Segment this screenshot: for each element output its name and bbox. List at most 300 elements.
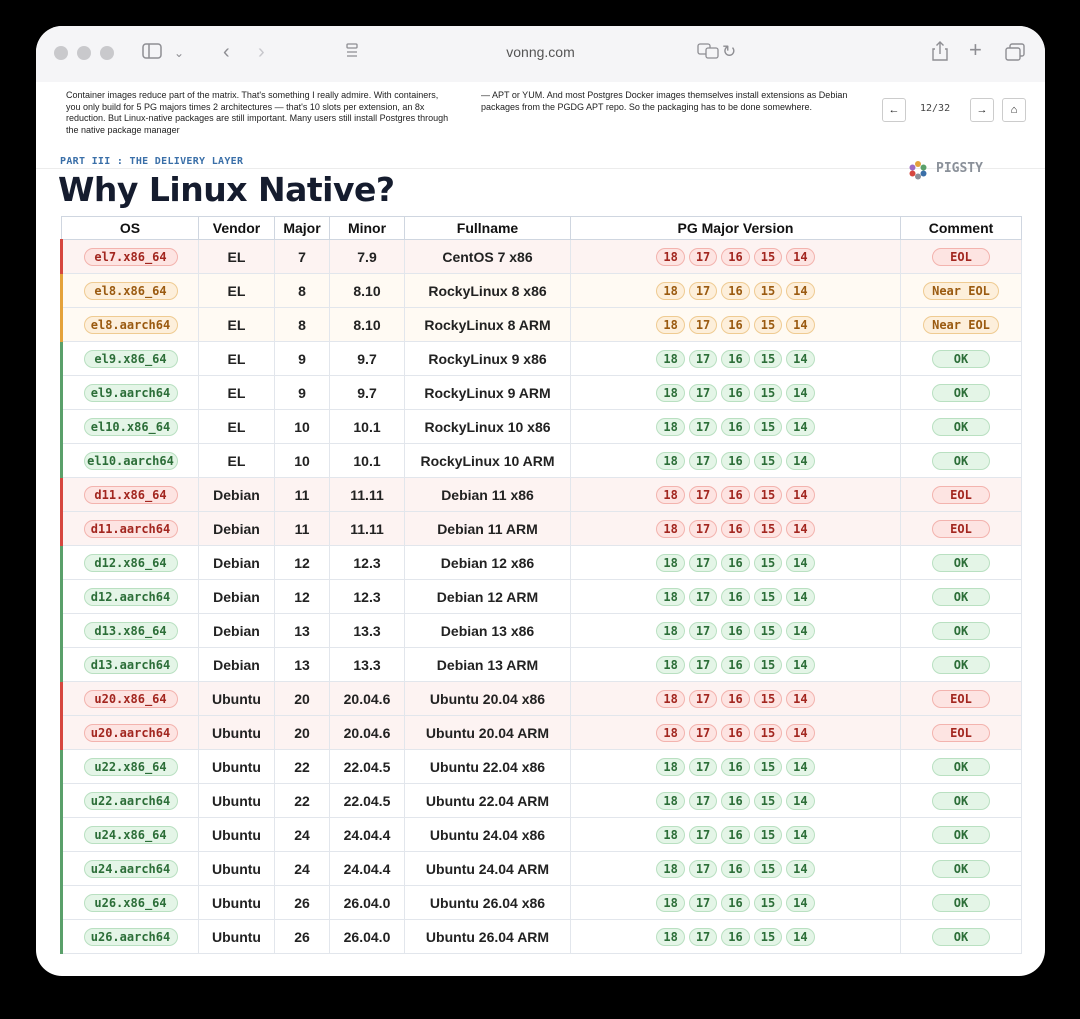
pigsty-logo-icon (908, 160, 928, 180)
cell-fullname: CentOS 7 x86 (405, 240, 571, 274)
pg-version-badge: 18 (656, 384, 684, 402)
pg-version-badge: 15 (754, 384, 782, 402)
cell-pg-versions (571, 546, 901, 580)
table-row (62, 512, 1022, 546)
cell-vendor: EL (199, 274, 275, 308)
cell-vendor: Debian (199, 580, 275, 614)
cell-os (62, 852, 199, 886)
pg-version-badge: 14 (786, 656, 814, 674)
cell-os (62, 818, 199, 852)
cell-major: 20 (275, 716, 330, 750)
reload-icon[interactable]: ↻ (722, 42, 737, 61)
pg-version-badge: 18 (656, 452, 684, 470)
cell-comment (901, 614, 1022, 648)
cell-major: 22 (275, 784, 330, 818)
cell-os (62, 512, 199, 546)
cell-minor: 22.04.5 (330, 750, 405, 784)
cell-comment (901, 410, 1022, 444)
cell-os (62, 784, 199, 818)
os-badge: u24.aarch64 (84, 860, 178, 878)
table-row (62, 580, 1022, 614)
pg-version-badge: 17 (689, 316, 717, 334)
pg-version-badge: 15 (754, 690, 782, 708)
cell-vendor: Ubuntu (199, 818, 275, 852)
pg-version-badge: 17 (689, 350, 717, 368)
comment-badge: EOL (932, 724, 990, 742)
cell-fullname: Debian 12 ARM (405, 580, 571, 614)
cell-minor: 12.3 (330, 580, 405, 614)
cell-comment (901, 274, 1022, 308)
cell-major: 20 (275, 682, 330, 716)
tab-overview-icon[interactable] (1005, 43, 1025, 66)
cell-vendor: Ubuntu (199, 852, 275, 886)
os-badge: u22.x86_64 (84, 758, 178, 776)
pg-version-badge: 16 (721, 350, 749, 368)
share-icon[interactable] (932, 41, 948, 66)
cell-os (62, 750, 199, 784)
cell-pg-versions (571, 444, 901, 478)
table-row (62, 886, 1022, 920)
pg-version-badge: 18 (656, 622, 684, 640)
translate-icon[interactable] (697, 43, 719, 64)
pg-version-badge: 16 (721, 452, 749, 470)
cell-comment (901, 818, 1022, 852)
table-body (62, 240, 1022, 954)
table-row (62, 478, 1022, 512)
table-row (62, 546, 1022, 580)
pg-version-badge: 14 (786, 894, 814, 912)
cell-pg-versions (571, 512, 901, 546)
pg-version-badge: 18 (656, 350, 684, 368)
speaker-notes-right: — APT or YUM. And most Postgres Docker images themselves install extensions as Debian packages from the PGDG APT repo. So the packaging has to be done somewhere. (481, 90, 848, 112)
pg-version-badge: 14 (786, 384, 814, 402)
cell-major: 10 (275, 410, 330, 444)
pg-version-badge: 18 (656, 860, 684, 878)
pg-version-badge: 17 (689, 486, 717, 504)
os-badge: u24.x86_64 (84, 826, 178, 844)
cell-fullname: RockyLinux 8 ARM (405, 308, 571, 342)
cell-fullname: Debian 13 x86 (405, 614, 571, 648)
pg-version-badge: 17 (689, 656, 717, 674)
cell-vendor: Ubuntu (199, 750, 275, 784)
cell-minor: 8.10 (330, 274, 405, 308)
comment-badge: EOL (932, 248, 990, 266)
cell-fullname: Ubuntu 26.04 ARM (405, 920, 571, 954)
cell-comment (901, 478, 1022, 512)
os-badge: u22.aarch64 (84, 792, 178, 810)
comment-badge: OK (932, 622, 990, 640)
pg-version-badge: 18 (656, 418, 684, 436)
address-bar[interactable]: vonng.com (506, 44, 575, 60)
cell-major: 12 (275, 546, 330, 580)
pg-version-badge: 14 (786, 724, 814, 742)
cell-pg-versions (571, 274, 901, 308)
cell-fullname: RockyLinux 9 x86 (405, 342, 571, 376)
cell-vendor: Ubuntu (199, 716, 275, 750)
pg-version-badge: 15 (754, 418, 782, 436)
cell-minor: 13.3 (330, 614, 405, 648)
cell-os (62, 682, 199, 716)
cell-comment (901, 716, 1022, 750)
cell-fullname: Ubuntu 24.04 x86 (405, 818, 571, 852)
comment-badge: Near EOL (923, 316, 999, 334)
part-label: PART III : THE DELIVERY LAYER (60, 156, 244, 167)
cell-pg-versions (571, 614, 901, 648)
cell-comment (901, 546, 1022, 580)
cell-pg-versions (571, 818, 901, 852)
cell-major: 13 (275, 614, 330, 648)
pg-version-badge: 17 (689, 520, 717, 538)
pg-version-badge: 14 (786, 690, 814, 708)
pg-version-badge: 15 (754, 894, 782, 912)
cell-pg-versions (571, 886, 901, 920)
table-header-row (62, 217, 1022, 240)
os-badge: el8.aarch64 (84, 316, 178, 334)
cell-minor: 7.9 (330, 240, 405, 274)
table-row (62, 852, 1022, 886)
cell-minor: 9.7 (330, 342, 405, 376)
new-tab-icon[interactable]: + (969, 37, 982, 62)
cell-vendor: EL (199, 410, 275, 444)
pg-version-badge: 16 (721, 758, 749, 776)
cell-vendor: Ubuntu (199, 886, 275, 920)
cell-fullname: Ubuntu 22.04 x86 (405, 750, 571, 784)
cell-vendor: Ubuntu (199, 784, 275, 818)
chevron-down-icon[interactable]: ⌄ (174, 46, 185, 60)
cell-major: 12 (275, 580, 330, 614)
cell-minor: 11.11 (330, 512, 405, 546)
table-row (62, 750, 1022, 784)
cell-os (62, 308, 199, 342)
pg-version-badge: 16 (721, 894, 749, 912)
comment-badge: Near EOL (923, 282, 999, 300)
pg-version-badge: 18 (656, 792, 684, 810)
pg-version-badge: 17 (689, 622, 717, 640)
pg-version-badge: 17 (689, 452, 717, 470)
pg-version-badge: 15 (754, 248, 782, 266)
cell-os (62, 240, 199, 274)
pg-version-badge: 17 (689, 588, 717, 606)
table-row (62, 716, 1022, 750)
pg-version-badge: 17 (689, 690, 717, 708)
comment-badge: OK (932, 384, 990, 402)
cell-pg-versions (571, 920, 901, 954)
pg-version-badge: 15 (754, 282, 782, 300)
os-badge: u20.aarch64 (84, 724, 178, 742)
pg-version-badge: 16 (721, 928, 749, 946)
os-matrix-table-container (60, 216, 1020, 954)
cell-fullname: RockyLinux 8 x86 (405, 274, 571, 308)
cell-comment (901, 886, 1022, 920)
forward-icon[interactable]: › (258, 41, 265, 63)
sidebar-icon[interactable] (142, 43, 162, 64)
comment-badge: EOL (932, 486, 990, 504)
cell-fullname: Debian 11 ARM (405, 512, 571, 546)
comment-badge: OK (932, 860, 990, 878)
table-row (62, 648, 1022, 682)
pg-version-badge: 18 (656, 486, 684, 504)
cell-minor: 9.7 (330, 376, 405, 410)
cell-major: 9 (275, 376, 330, 410)
cell-fullname: Debian 12 x86 (405, 546, 571, 580)
cell-pg-versions (571, 376, 901, 410)
pg-version-badge: 15 (754, 826, 782, 844)
cell-os (62, 376, 199, 410)
cell-pg-versions (571, 716, 901, 750)
cell-vendor: Ubuntu (199, 920, 275, 954)
cell-os (62, 716, 199, 750)
cell-minor: 8.10 (330, 308, 405, 342)
cell-os (62, 886, 199, 920)
pg-version-badge: 14 (786, 554, 814, 572)
pg-version-badge: 18 (656, 928, 684, 946)
cell-comment (901, 240, 1022, 274)
pg-version-badge: 17 (689, 418, 717, 436)
comment-badge: OK (932, 894, 990, 912)
pg-version-badge: 16 (721, 860, 749, 878)
cell-comment (901, 376, 1022, 410)
pg-version-badge: 14 (786, 520, 814, 538)
pg-version-badge: 15 (754, 656, 782, 674)
cell-vendor: EL (199, 308, 275, 342)
os-badge: u26.aarch64 (84, 928, 178, 946)
cell-major: 24 (275, 852, 330, 886)
comment-badge: OK (932, 452, 990, 470)
cell-vendor: EL (199, 376, 275, 410)
pg-version-badge: 16 (721, 316, 749, 334)
pg-version-badge: 15 (754, 316, 782, 334)
comment-badge: OK (932, 588, 990, 606)
pg-version-badge: 15 (754, 622, 782, 640)
cell-fullname: Ubuntu 20.04 x86 (405, 682, 571, 716)
cell-vendor: Debian (199, 478, 275, 512)
cell-vendor: Debian (199, 648, 275, 682)
pg-version-badge: 16 (721, 656, 749, 674)
comment-badge: OK (932, 656, 990, 674)
table-row (62, 410, 1022, 444)
browser-toolbar (36, 26, 1045, 82)
os-badge: d11.x86_64 (84, 486, 178, 504)
cell-os (62, 410, 199, 444)
cell-os (62, 478, 199, 512)
next-slide-button[interactable]: → (970, 98, 994, 122)
comment-badge: OK (932, 758, 990, 776)
cell-os (62, 614, 199, 648)
pg-version-badge: 16 (721, 690, 749, 708)
pg-version-badge: 17 (689, 928, 717, 946)
table-row (62, 784, 1022, 818)
comment-badge: EOL (932, 520, 990, 538)
pg-version-badge: 16 (721, 520, 749, 538)
pg-version-badge: 16 (721, 554, 749, 572)
cell-pg-versions (571, 784, 901, 818)
pg-version-badge: 15 (754, 520, 782, 538)
pg-version-badge: 17 (689, 860, 717, 878)
cell-minor: 24.04.4 (330, 818, 405, 852)
cell-fullname: RockyLinux 10 x86 (405, 410, 571, 444)
cell-vendor: Debian (199, 614, 275, 648)
pg-version-badge: 16 (721, 588, 749, 606)
cell-minor: 13.3 (330, 648, 405, 682)
pg-version-badge: 15 (754, 486, 782, 504)
pg-version-badge: 16 (721, 792, 749, 810)
cell-major: 8 (275, 308, 330, 342)
cell-minor: 12.3 (330, 546, 405, 580)
table-row (62, 376, 1022, 410)
back-icon[interactable]: ‹ (223, 41, 230, 63)
cell-fullname: Ubuntu 20.04 ARM (405, 716, 571, 750)
cell-os (62, 546, 199, 580)
pg-version-badge: 18 (656, 758, 684, 776)
cell-comment (901, 342, 1022, 376)
comment-badge: OK (932, 554, 990, 572)
cell-pg-versions (571, 240, 901, 274)
cell-pg-versions (571, 410, 901, 444)
pg-version-badge: 14 (786, 826, 814, 844)
cell-pg-versions (571, 342, 901, 376)
comment-badge: OK (932, 826, 990, 844)
cell-major: 24 (275, 818, 330, 852)
table-row (62, 240, 1022, 274)
pg-version-badge: 18 (656, 724, 684, 742)
pg-version-badge: 17 (689, 758, 717, 776)
pg-version-badge: 18 (656, 588, 684, 606)
cell-fullname: Ubuntu 22.04 ARM (405, 784, 571, 818)
pg-version-badge: 16 (721, 384, 749, 402)
os-badge: u26.x86_64 (84, 894, 178, 912)
cell-major: 10 (275, 444, 330, 478)
cell-fullname: Ubuntu 26.04 x86 (405, 886, 571, 920)
cell-minor: 10.1 (330, 444, 405, 478)
pg-version-badge: 14 (786, 316, 814, 334)
cell-pg-versions (571, 750, 901, 784)
pg-version-badge: 17 (689, 894, 717, 912)
cell-comment (901, 308, 1022, 342)
pg-version-badge: 17 (689, 724, 717, 742)
os-badge: el8.x86_64 (84, 282, 178, 300)
os-badge: d12.aarch64 (84, 588, 178, 606)
pg-version-badge: 18 (656, 826, 684, 844)
pg-version-badge: 14 (786, 418, 814, 436)
cell-minor: 20.04.6 (330, 716, 405, 750)
pg-version-badge: 18 (656, 656, 684, 674)
header-fullname: Fullname (405, 217, 571, 240)
pg-version-badge: 15 (754, 792, 782, 810)
cell-minor: 26.04.0 (330, 886, 405, 920)
home-button[interactable]: ⌂ (1002, 98, 1026, 122)
header-comment: Comment (901, 217, 1022, 240)
pg-version-badge: 16 (721, 826, 749, 844)
cell-comment (901, 750, 1022, 784)
table-row (62, 614, 1022, 648)
pg-version-badge: 17 (689, 826, 717, 844)
table-row (62, 342, 1022, 376)
cell-fullname: Debian 13 ARM (405, 648, 571, 682)
cell-os (62, 648, 199, 682)
cell-comment (901, 784, 1022, 818)
cell-comment (901, 682, 1022, 716)
close-window-button[interactable] (54, 46, 68, 60)
table-row (62, 308, 1022, 342)
table-row (62, 818, 1022, 852)
os-badge: el7.x86_64 (84, 248, 178, 266)
os-badge: el9.aarch64 (84, 384, 178, 402)
cell-os (62, 342, 199, 376)
pg-version-badge: 16 (721, 622, 749, 640)
pg-version-badge: 18 (656, 690, 684, 708)
pg-version-badge: 14 (786, 758, 814, 776)
cell-pg-versions (571, 308, 901, 342)
header-os: OS (62, 217, 199, 240)
cell-vendor: Debian (199, 512, 275, 546)
zoom-window-button[interactable] (100, 46, 114, 60)
cell-comment (901, 512, 1022, 546)
pg-version-badge: 16 (721, 282, 749, 300)
os-badge: d11.aarch64 (84, 520, 178, 538)
table-row (62, 444, 1022, 478)
cell-fullname: RockyLinux 10 ARM (405, 444, 571, 478)
os-badge: el9.x86_64 (84, 350, 178, 368)
reader-icon[interactable] (345, 43, 359, 64)
pg-version-badge: 16 (721, 486, 749, 504)
header-pg-major-version: PG Major Version (571, 217, 901, 240)
cell-major: 22 (275, 750, 330, 784)
slide-title: Why Linux Native? (58, 170, 395, 209)
cell-vendor: EL (199, 240, 275, 274)
pg-version-badge: 14 (786, 350, 814, 368)
pg-version-badge: 15 (754, 350, 782, 368)
pg-version-badge: 18 (656, 248, 684, 266)
cell-os (62, 444, 199, 478)
pg-version-badge: 17 (689, 384, 717, 402)
pg-version-badge: 15 (754, 554, 782, 572)
comment-badge: OK (932, 928, 990, 946)
cell-minor: 20.04.6 (330, 682, 405, 716)
cell-minor: 11.11 (330, 478, 405, 512)
pg-version-badge: 15 (754, 860, 782, 878)
pg-version-badge: 14 (786, 588, 814, 606)
pg-version-badge: 18 (656, 520, 684, 538)
pg-version-badge: 15 (754, 452, 782, 470)
page-indicator: 12/32 (920, 103, 951, 114)
cell-os (62, 274, 199, 308)
cell-major: 26 (275, 920, 330, 954)
comment-badge: OK (932, 792, 990, 810)
browser-window (36, 26, 1045, 976)
pg-version-badge: 14 (786, 486, 814, 504)
cell-major: 11 (275, 512, 330, 546)
pg-version-badge: 18 (656, 554, 684, 572)
cell-vendor: Debian (199, 546, 275, 580)
cell-fullname: RockyLinux 9 ARM (405, 376, 571, 410)
os-badge: d12.x86_64 (84, 554, 178, 572)
comment-badge: EOL (932, 690, 990, 708)
cell-fullname: Debian 11 x86 (405, 478, 571, 512)
pg-version-badge: 14 (786, 622, 814, 640)
header-minor: Minor (330, 217, 405, 240)
table-row (62, 920, 1022, 954)
pg-version-badge: 16 (721, 724, 749, 742)
pg-version-badge: 17 (689, 554, 717, 572)
table-row (62, 274, 1022, 308)
cell-comment (901, 648, 1022, 682)
prev-slide-button[interactable]: ← (882, 98, 906, 122)
comment-badge: OK (932, 418, 990, 436)
cell-comment (901, 444, 1022, 478)
cell-pg-versions (571, 852, 901, 886)
pg-version-badge: 16 (721, 248, 749, 266)
minimize-window-button[interactable] (77, 46, 91, 60)
